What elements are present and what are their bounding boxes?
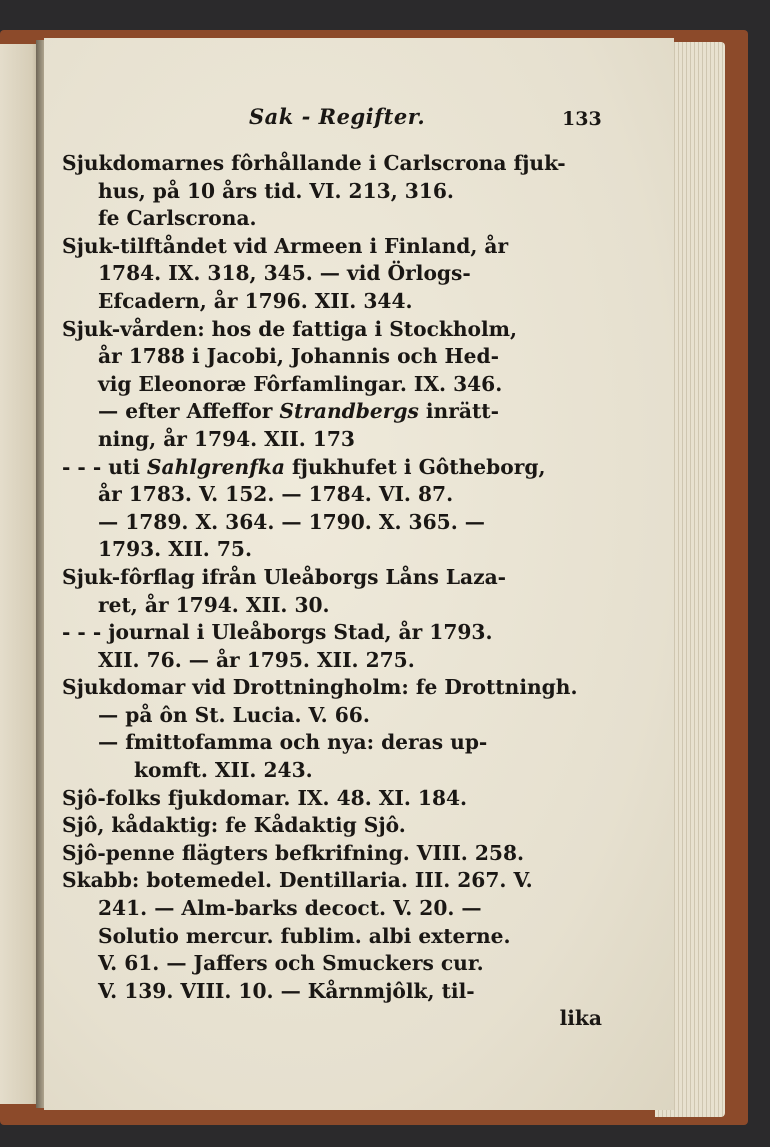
index-line: 1784. IX. 318, 345. — vid Örlogs- <box>98 261 471 286</box>
index-line: Sjukdomar vid Drottningholm: fe Drottningh. <box>62 675 578 700</box>
index-line: Sjukdomarnes fôrhållande i Carlscrona fjuk- <box>62 151 566 175</box>
index-line: Sjô-folks fjukdomar. IX. 48. XI. 184. <box>62 785 468 810</box>
index-line: Solutio mercur. fublim. albi externe. <box>98 923 511 948</box>
index-line: — på ôn St. Lucia. V. 66. <box>98 702 370 727</box>
index-line: hus, på 10 års tid. VI. 213, 316. <box>98 178 454 203</box>
index-line: Sjô-penne flägters befkrifning. VIII. 258. <box>62 840 525 865</box>
index-line: fe Carlscrona. <box>98 206 257 231</box>
index-line: vig Eleonoræ Fôrfamlingar. IX. 346. <box>98 371 503 396</box>
index-line: år 1783. V. 152. — 1784. VI. 87. <box>98 482 454 507</box>
index-line: - - - uti Sahlgrenfka fjukhufet i Gôtheborg, <box>62 454 546 479</box>
index-line: Sjuk-tilftåndet vid Armeen i Finland, år <box>62 233 509 258</box>
index-line: Skabb: botemedel. Dentillaria. III. 267. V. <box>62 868 533 893</box>
index-line: Sjô, kådaktig: fe Kådaktig Sjô. <box>62 813 406 838</box>
index-line: — 1789. X. 364. — 1790. X. 365. — <box>98 509 485 534</box>
index-line: 241. — Alm-barks decoct. V. 20. — <box>98 896 482 921</box>
index-line: — fmittofamma och nya: deras up- <box>98 730 488 755</box>
index-line: ret, år 1794. XII. 30. <box>98 592 330 617</box>
index-entries <box>62 150 602 1033</box>
index-line: Sjuk-vården: hos de fattiga i Stockholm, <box>62 316 518 341</box>
index-line: — efter Affeffor Strandbergs inrätt- <box>98 399 499 424</box>
index-line: V. 61. — Jaffers och Smuckers cur. <box>98 951 484 976</box>
index-line: XII. 76. — år 1795. XII. 275. <box>98 647 415 672</box>
book-page <box>44 38 674 1110</box>
catchword: lika <box>559 1006 602 1031</box>
index-line: - - - journal i Uleåborgs Stad, år 1793. <box>62 620 493 645</box>
index-line: Sjuk-fôrflag ifrån Uleåborgs Låns Laza- <box>62 564 507 589</box>
facing-page <box>0 44 40 1104</box>
index-line: år 1788 i Jacobi, Johannis och Hed- <box>98 344 499 369</box>
running-head: Sak - Regifter. <box>249 104 426 129</box>
index-line: Efcadern, år 1796. XII. 344. <box>98 288 413 313</box>
index-line: komft. XII. 243. <box>134 758 313 783</box>
index-line: 1793. XII. 75. <box>98 537 252 562</box>
page-number: 133 <box>562 108 602 130</box>
index-line: V. 139. VIII. 10. — Kårnmjôlk, til- <box>98 978 475 1003</box>
index-line: ning, år 1794. XII. 173 <box>98 426 355 451</box>
